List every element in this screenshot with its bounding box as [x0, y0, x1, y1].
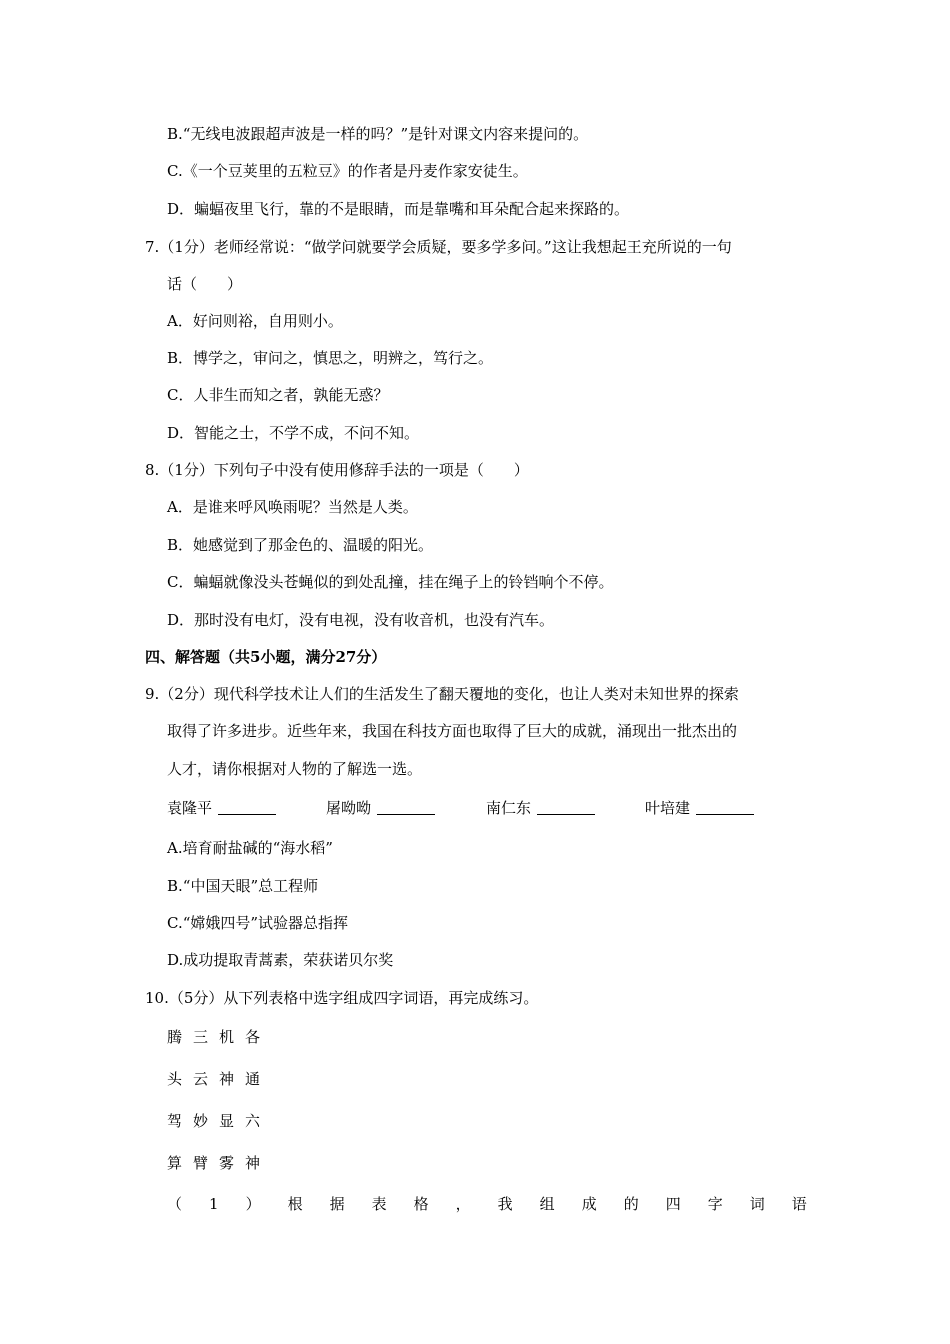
answer-blank[interactable]	[218, 800, 276, 815]
sub1-char: （	[167, 1195, 183, 1213]
q7-option-b: B．博学之，审问之，慎思之，明辨之，笃行之。	[167, 349, 494, 367]
q8-option-c: C．蝙蝠就像没头苍蝇似的到处乱撞，挂在绳子上的铃铛响个不停。	[167, 573, 614, 591]
q7-stem-cont: 话（ ）	[167, 275, 243, 293]
q9-stem-cont-1: 取得了许多进步。近些年来，我国在科技方面也取得了巨大的成就，涌现出一批杰出的	[167, 722, 738, 740]
grid-char: 六	[245, 1112, 261, 1130]
sub1-char: ）	[245, 1195, 261, 1213]
q9-option-a: A.培育耐盐碱的“海水稻”	[167, 839, 333, 857]
grid-char: 云	[193, 1070, 209, 1088]
sub1-char: 表	[371, 1195, 387, 1213]
person-name: 屠呦呦	[326, 799, 372, 817]
q8-option-a: A．是谁来呼风唤雨呢？当然是人类。	[167, 498, 418, 516]
grid-char: 雾	[219, 1154, 235, 1172]
grid-char: 神	[219, 1070, 235, 1088]
q8-stem: 8.（1分）下列句子中没有使用修辞手法的一项是（ ）	[145, 461, 529, 479]
sub1-char: 语	[791, 1195, 807, 1213]
sub1-char: 我	[497, 1195, 513, 1213]
person-name: 南仁东	[486, 799, 532, 817]
q7-stem: 7.（1分）老师经常说：“做学问就要学会质疑，要多学多问。”这让我想起王充所说的一句	[145, 238, 732, 256]
q6-option-c: C.《一个豆荚里的五粒豆》的作者是丹麦作家安徒生。	[167, 162, 528, 180]
section-heading: 四、解答题（共5小题，满分27分）	[145, 648, 387, 666]
q10-stem: 10.（5分）从下列表格中选字组成四字词语，再完成练习。	[145, 989, 539, 1007]
answer-blank[interactable]	[537, 800, 595, 815]
sub1-char: 词	[749, 1195, 765, 1213]
sub1-char: 1	[209, 1195, 219, 1213]
q8-option-b: B．她感觉到了那金色的、温暖的阳光。	[167, 536, 434, 554]
q9-fill-2	[326, 798, 435, 818]
sub1-char: 字	[707, 1195, 723, 1213]
q8-option-d: D．那时没有电灯，没有电视，没有收音机，也没有汽车。	[167, 611, 555, 629]
q9-stem-cont-2: 人才，请你根据对人物的了解选一选。	[167, 760, 423, 778]
grid-char: 通	[245, 1070, 261, 1088]
answer-blank[interactable]	[696, 800, 754, 815]
grid-char: 腾	[167, 1028, 183, 1046]
sub1-char: 成	[581, 1195, 597, 1213]
grid-char: 神	[245, 1154, 261, 1172]
grid-char: 机	[219, 1028, 235, 1046]
grid-char: 显	[219, 1112, 235, 1130]
grid-char: 臂	[193, 1154, 209, 1172]
q7-option-d: D．智能之士，不学不成，不问不知。	[167, 424, 420, 442]
sub1-char: 根	[287, 1195, 303, 1213]
q9-option-c: C.“嫦娥四号”试验器总指挥	[167, 914, 349, 932]
char-grid-row	[167, 1111, 271, 1131]
person-name: 袁隆平	[167, 799, 213, 817]
q10-sub1-line	[167, 1194, 807, 1214]
grid-char: 各	[245, 1028, 261, 1046]
sub1-char: 四	[665, 1195, 681, 1213]
q6-option-b: B.“无线电波跟超声波是一样的吗？”是针对课文内容来提问的。	[167, 125, 589, 143]
char-grid-row	[167, 1069, 271, 1089]
q9-fill-1	[167, 798, 276, 818]
grid-char: 算	[167, 1154, 183, 1172]
grid-char: 驾	[167, 1112, 183, 1130]
q9-fill-3	[486, 798, 595, 818]
q9-option-d: D.成功提取青蒿素，荣获诺贝尔奖	[167, 951, 394, 969]
q9-stem: 9.（2分）现代科学技术让人们的生活发生了翻天覆地的变化，也让人类对未知世界的探索	[145, 685, 739, 703]
grid-char: 三	[193, 1028, 209, 1046]
char-grid-row	[167, 1027, 271, 1047]
char-grid-row	[167, 1153, 271, 1173]
person-name: 叶培建	[645, 799, 691, 817]
answer-blank[interactable]	[377, 800, 435, 815]
grid-char: 头	[167, 1070, 183, 1088]
sub1-char: 的	[623, 1195, 639, 1213]
q9-option-b: B.“中国天眼”总工程师	[167, 877, 319, 895]
sub1-char: 格	[413, 1195, 429, 1213]
sub1-char: ，	[455, 1195, 471, 1213]
grid-char: 妙	[193, 1112, 209, 1130]
q7-option-a: A．好问则裕，自用则小。	[167, 312, 343, 330]
q9-fill-4	[645, 798, 754, 818]
q6-option-d: D．蝙蝠夜里飞行，靠的不是眼睛，而是靠嘴和耳朵配合起来探路的。	[167, 200, 630, 218]
sub1-char: 组	[539, 1195, 555, 1213]
sub1-char: 据	[329, 1195, 345, 1213]
q7-option-c: C．人非生而知之者，孰能无惑？	[167, 386, 389, 404]
